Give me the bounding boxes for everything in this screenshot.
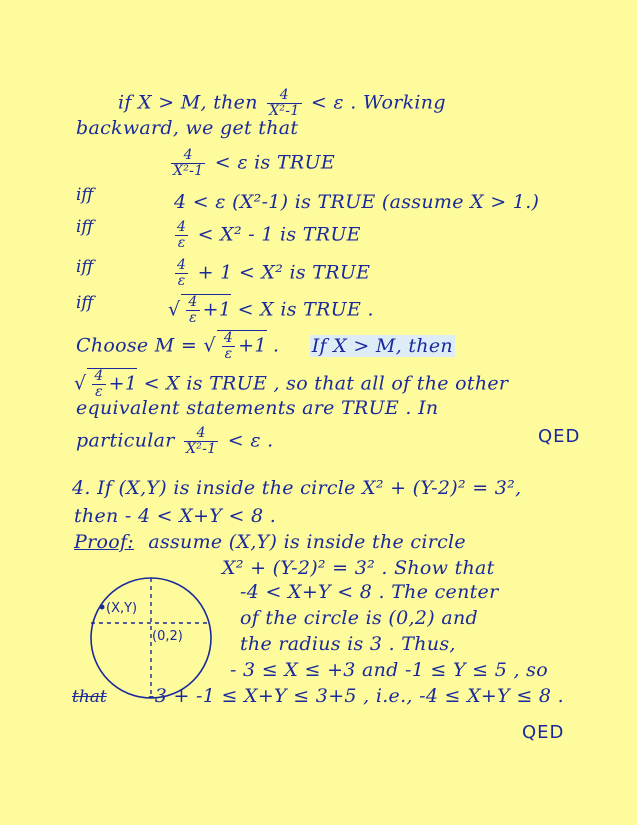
- proof1-line4: 4 < ε (X²-1) is TRUE (assume X > 1.): [174, 191, 540, 213]
- problem4-line5: -4 < X+Y < 8 . The center: [240, 581, 499, 603]
- problem4-line6: of the circle is (0,2) and: [240, 607, 478, 629]
- fraction: $\frac{4}{\varepsilon}$: [177, 257, 187, 289]
- problem4-line7: the radius is 3 . Thus,: [240, 633, 456, 655]
- problem4-line8: - 3 ≤ X ≤ +3 and -1 ≤ Y ≤ 5 , so: [230, 659, 548, 681]
- proof1-line8: Choose M = √ $\frac{4}{\varepsilon}$ +1 . If X > M, then: [76, 330, 453, 362]
- text: particular: [76, 429, 175, 452]
- proof1-line5: [172, 220, 361, 251]
- proof1-line9: √ $\frac{4}{\varepsilon}$ +1 < X is TRUE , so that all of the other: [74, 368, 509, 400]
- problem4-line4: X² + (Y-2)² = 3² . Show that: [222, 557, 495, 579]
- point-dot: [100, 605, 105, 610]
- text: .: [273, 334, 280, 357]
- proof1-line1: [118, 88, 446, 119]
- proof1-line7: √ $\frac{4}{\varepsilon}$ +1 < X is TRUE .: [168, 294, 374, 326]
- fraction: $\frac{4}{\text{X²-1}}$: [173, 147, 204, 179]
- text: < X² - 1 is TRUE: [197, 223, 361, 246]
- text: Choose M =: [76, 334, 198, 357]
- fraction: $\frac{4}{\varepsilon}$: [177, 219, 187, 251]
- sqrt: $\frac{4}{\varepsilon}$ +1: [217, 330, 267, 362]
- circle-diagram: [86, 573, 216, 703]
- proof1-line11: [76, 426, 274, 457]
- fig-center-label: (0,2): [152, 629, 183, 644]
- sqrt: $\frac{4}{\varepsilon}$ +1: [181, 294, 231, 326]
- fraction: $\frac{4}{\text{X²-1}}$: [269, 87, 300, 119]
- sqrt: $\frac{4}{\varepsilon}$ +1: [87, 368, 137, 400]
- text: assume (X,Y) is inside the circle: [148, 531, 466, 553]
- text: < X is TRUE .: [237, 298, 374, 321]
- that-label: that: [72, 687, 107, 707]
- highlighted-text: If X > M, then: [311, 334, 453, 357]
- fig-point-label: (X,Y): [106, 601, 138, 616]
- proof1-line6: [172, 258, 370, 289]
- fraction: $\frac{4}{\text{X²-1}}$: [186, 425, 217, 457]
- fraction: $\frac{4}{\varepsilon}$: [188, 294, 198, 326]
- qed-label-2: QED: [522, 722, 565, 743]
- text: < ε is TRUE: [214, 151, 335, 174]
- text: if X > M, then: [118, 91, 258, 114]
- proof1-line2: backward, we get that: [76, 117, 299, 139]
- problem4-line9: -3 + -1 ≤ X+Y ≤ 3+5 , i.e., -4 ≤ X+Y ≤ 8 .: [148, 685, 564, 707]
- problem4-line2: then - 4 < X+Y < 8 .: [74, 505, 277, 527]
- proof1-line3: [168, 148, 335, 179]
- proof-label: Proof:: [74, 531, 134, 553]
- iff-label-3: iff: [76, 257, 94, 277]
- iff-label-1: iff: [76, 185, 94, 205]
- text: < ε .: [227, 429, 274, 452]
- fraction: $\frac{4}{\varepsilon}$: [223, 330, 234, 362]
- fraction: $\frac{4}{\varepsilon}$: [94, 368, 104, 400]
- proof1-line10: equivalent statements are TRUE . In: [76, 397, 439, 419]
- text: < ε . Working: [310, 91, 446, 114]
- problem4-line3: [74, 530, 466, 554]
- problem4-line1: 4. If (X,Y) is inside the circle X² + (Y-2)² = 3²,: [72, 477, 522, 499]
- iff-label-4: iff: [76, 293, 94, 313]
- text: < X is TRUE , so that all of the other: [143, 372, 509, 395]
- iff-label-2: iff: [76, 217, 94, 237]
- qed-label-1: QED: [538, 426, 581, 447]
- text: + 1 < X² is TRUE: [197, 261, 371, 284]
